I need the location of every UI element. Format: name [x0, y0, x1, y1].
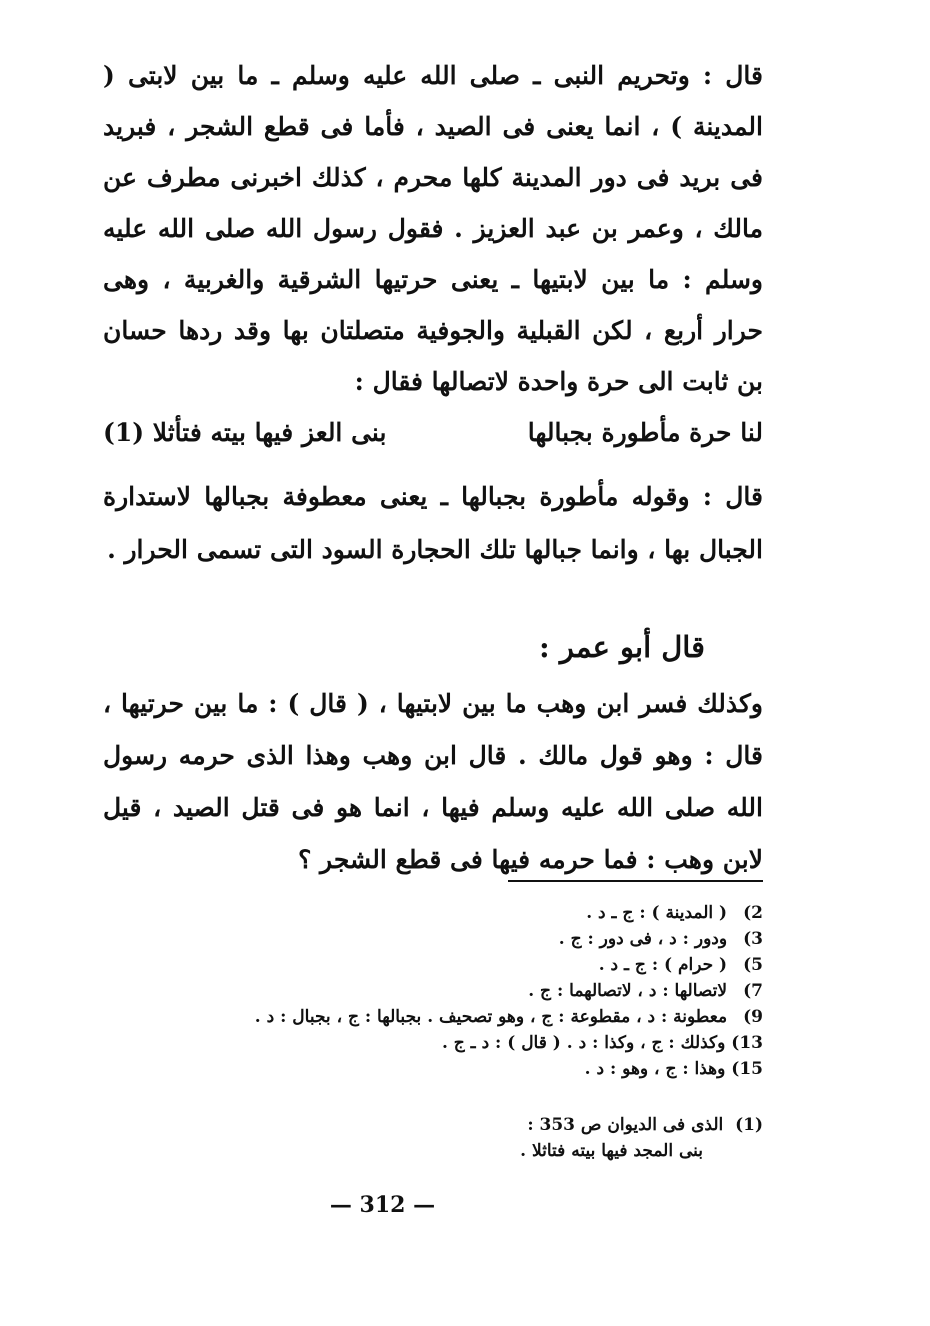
- note-number: 13): [731, 1033, 763, 1053]
- verse-second-hemistich: بنى العز فيها بيته فتأثلا (1): [103, 418, 387, 447]
- note-text: ودور : د ، فى دور : ج .: [558, 929, 728, 949]
- section-heading: قال أبو عمر :: [539, 630, 705, 664]
- paragraph-1: قال : وتحريم النبى ـ صلى الله عليه وسلم ـ ما بين لابتى ( المدينة ) ، انما يعنى فى الصيد ، فأما فى قطع الشجر ، فبريد فى بريد فى دور المدينة كلها محرم ، كذلك اخبرنى مطرف عن مالك ، وعمر بن عبد العزيز . فقول رسول الله صلى الله عليه وسلم : ما بين لابتيها ـ يعنى حرتيها الشرقية والغربية ، وهى حرار أربع ، لكن القبلية والجوفية متصلتان بها وقد ردها حسان بن ثابت الى حرة واحدة لاتصالها فقال :: [103, 61, 763, 396]
- note-line: [83, 952, 763, 978]
- page-number: — 312 —: [329, 1192, 436, 1218]
- paragraph-3: وكذلك فسر ابن وهب ما بين لابتيها ، ( قال ) : ما بين حرتيها ، قال : وهو قول مالك . قال ابن وهب وهذا الذى حرمه رسول الله صلى الله عليه وسلم فيها ، انما هو فى قتل الصيد ، قيل لابن وهب : فما حرمه فيها فى قطع الشجر ؟: [103, 689, 763, 874]
- note-line: [83, 900, 763, 926]
- footnote-number: (1): [735, 1115, 763, 1135]
- note-number: 15): [731, 1059, 763, 1079]
- note-number: 5): [743, 955, 763, 975]
- footnote-divider: [508, 880, 763, 882]
- verse-first-hemistich: لنا حرة مأطورة بجبالها: [527, 418, 763, 447]
- note-number: 3): [743, 929, 763, 949]
- note-text: وهذا : ج ، وهو : د .: [584, 1059, 726, 1079]
- note-text: ( المدينة ) : ج ـ د .: [586, 903, 728, 923]
- note-line: [83, 978, 763, 1004]
- poetry-verse: [103, 408, 763, 458]
- note-line: [83, 1030, 763, 1056]
- note-text: وكذلك : ج ، وكذا : د . ( قال ) : د ـ ج .: [441, 1033, 726, 1053]
- note-line: [83, 1004, 763, 1030]
- note-text: معطونة : د ، مقطوعة : ج ، وهو تصحيف . بجبالها : ج ، بجبال : د .: [254, 1007, 728, 1027]
- footnote-text: الذى فى الديوان ص 353 :: [527, 1115, 724, 1135]
- note-line: [83, 926, 763, 952]
- footnote: [243, 1112, 763, 1164]
- variant-notes: [83, 900, 763, 1082]
- note-text: لاتصالها : د ، لاتصالهما : ج .: [528, 981, 728, 1001]
- note-line: [83, 1056, 763, 1082]
- note-number: 7): [743, 981, 763, 1001]
- note-text: ( حرام ) : ج ـ د .: [598, 955, 728, 975]
- paragraph-2: قال : وقوله مأطورة بجبالها ـ يعنى معطوفة بجبالها لاستدارة الجبال بها ، وانما جبالها تلك الحجارة السود التى تسمى الحرار .: [103, 482, 763, 564]
- note-number: 2): [743, 903, 763, 923]
- footnote-line-2: بنى المجد فيها بيته فتاثلا .: [520, 1141, 703, 1161]
- main-text: [103, 50, 763, 407]
- note-number: 9): [743, 1007, 763, 1027]
- footnote-line-1: [243, 1112, 763, 1138]
